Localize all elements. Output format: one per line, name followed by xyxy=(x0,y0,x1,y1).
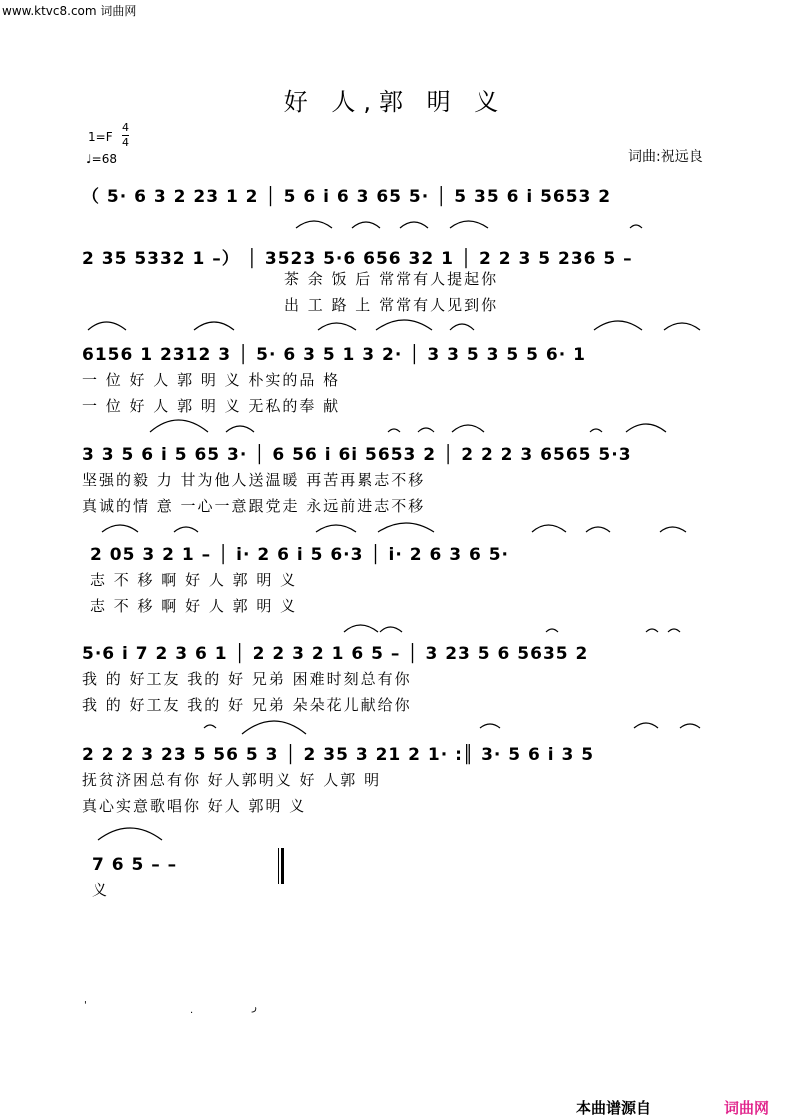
row-7-lyric-1: 抚贫济困总有你 好人郭明义 好 人郭 明 xyxy=(82,771,382,789)
row-7-notes: 2 2 2 3 23 5 56 5 3 │ 2 35 3 21 2 1· :║ 3· 5 6 i 3 5 xyxy=(82,745,595,765)
slur xyxy=(634,723,658,728)
time-signature-top: 4 xyxy=(122,121,129,134)
slur xyxy=(480,724,500,728)
slur xyxy=(388,429,400,432)
slur xyxy=(668,629,680,632)
slur xyxy=(376,320,432,330)
slur xyxy=(204,725,216,728)
watermark: www.ktvc8.com 词曲网 xyxy=(2,4,137,18)
slur xyxy=(242,721,306,734)
slur xyxy=(174,527,198,532)
row-6-lyric-2: 我 的 好工友 我的 好 兄弟 朵朵花儿献给你 xyxy=(82,696,412,714)
slur xyxy=(102,525,138,532)
credit: 词曲:祝远良 xyxy=(628,149,703,165)
slur xyxy=(680,724,700,728)
key-signature: 1=F xyxy=(88,130,113,144)
row-7-lyric-2: 真心实意歌唱你 好人 郭明 义 xyxy=(82,797,307,815)
stray-mark: ر xyxy=(252,1002,257,1013)
row-8-lyric-1: 义 xyxy=(92,881,110,899)
slur xyxy=(630,225,642,228)
stray-mark: ' xyxy=(84,1000,87,1011)
slur xyxy=(418,428,434,432)
song-title: 好 人,郭 明 义 xyxy=(283,88,507,116)
row-1-notes: （ 5· 6 3 2 23 1 2 │ 5 6 i 6 3 65 5· │ 5 35 6 i 5653 2 xyxy=(82,187,612,207)
row-2-lyric-1: 茶 余 饭 后 常常有人提起你 xyxy=(284,270,499,288)
slur xyxy=(344,625,378,632)
slur xyxy=(400,222,428,228)
row-2-lyric-2: 出 工 路 上 常常有人见到你 xyxy=(284,296,499,314)
row-6-notes: 5·6 i 7 2 3 6 1 │ 2 2 3 2 1 6 5 – │ 3 23 5 6 5635 2 xyxy=(82,644,589,664)
row-5-lyric-2: 志 不 移 啊 好 人 郭 明 义 xyxy=(90,597,298,615)
slur xyxy=(88,322,126,330)
slur xyxy=(646,629,658,632)
slur xyxy=(532,525,566,532)
slur xyxy=(296,221,332,228)
slur xyxy=(590,429,602,432)
slur xyxy=(378,523,434,532)
row-4-notes: 3 3 5 6 i 5 65 3· │ 6 56 i 6i 5653 2 │ 2 2 2 3 6565 5·3 xyxy=(82,445,632,465)
slur xyxy=(450,221,488,228)
row-5-notes: 2 05 3 2 1 – │ i· 2 6 i 5 6·3 │ i· 2 6 3 6 5· xyxy=(90,545,509,565)
slur xyxy=(660,527,686,532)
slur xyxy=(318,323,356,330)
slur xyxy=(194,322,234,330)
footer-brand-logo[interactable]: 词曲网 xyxy=(724,1099,770,1117)
slur xyxy=(316,525,356,532)
stray-mark: . xyxy=(190,1005,194,1016)
slur xyxy=(352,222,380,228)
row-3-notes: 6156 1 2312 3 │ 5· 6 3 5 1 3 2· │ 3 3 5 3 5 5 6· 1 xyxy=(82,345,586,365)
footer-source: 本曲谱源自 xyxy=(576,1099,652,1117)
slur xyxy=(452,425,484,432)
row-8-notes: 7 6 5 – – xyxy=(92,855,178,875)
time-signature-bottom: 4 xyxy=(122,136,129,149)
row-4-lyric-1: 坚强的毅 力 甘为他人送温暖 再苦再累志不移 xyxy=(82,471,426,489)
quarter-note-icon: ♩ xyxy=(86,152,92,166)
row-2-notes: 2 35 5332 1 –） │ 3523 5·6 656 32 1 │ 2 2 3 5 236 5 – xyxy=(82,249,633,269)
slur xyxy=(226,426,254,432)
row-4-lyric-2: 真诚的情 意 一心一意跟党走 永远前进志不移 xyxy=(82,497,426,515)
slur xyxy=(150,420,208,432)
row-3-lyric-2: 一 位 好 人 郭 明 义 无私的奉 献 xyxy=(82,397,341,415)
row-3-lyric-1: 一 位 好 人 郭 明 义 朴实的品 格 xyxy=(82,371,341,389)
row-5-lyric-1: 志 不 移 啊 好 人 郭 明 义 xyxy=(90,571,298,589)
slur xyxy=(586,527,610,532)
slur xyxy=(98,828,162,840)
slur xyxy=(546,629,558,632)
slur xyxy=(450,324,474,330)
slur xyxy=(594,321,642,330)
slur xyxy=(664,323,700,330)
row-6-lyric-1: 我 的 好工友 我的 好 兄弟 困难时刻总有你 xyxy=(82,670,412,688)
slur xyxy=(626,424,666,432)
slur xyxy=(380,627,402,632)
tempo-value: =68 xyxy=(91,152,117,166)
